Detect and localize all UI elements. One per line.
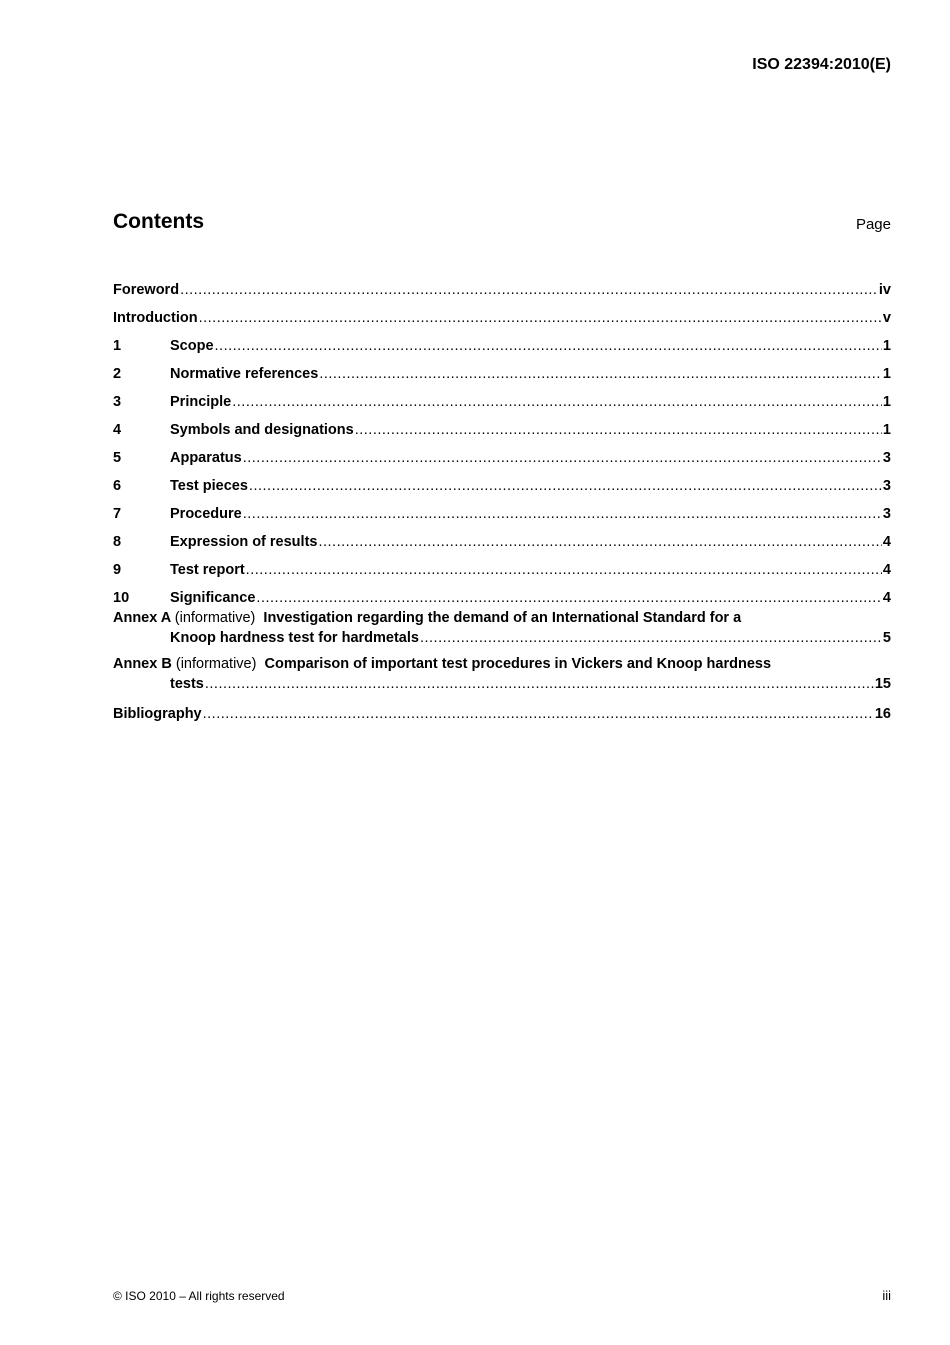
toc-entry-principle[interactable]: [113, 382, 891, 410]
leader-dots: [215, 338, 882, 354]
annex-title-line1: Comparison of important test procedures in Vickers and Knoop hardness: [264, 656, 772, 672]
leader-dots: [243, 506, 882, 522]
leader-dots: [232, 394, 882, 410]
leader-dots: [246, 562, 882, 578]
toc-entry-symbols-and-designations[interactable]: [113, 410, 891, 438]
toc-entry-title: Expression of results: [170, 534, 318, 550]
annex-type: (informative): [175, 656, 257, 672]
toc-entry-page: 1: [882, 394, 891, 410]
toc-entry-test-report[interactable]: [113, 550, 891, 578]
toc-entry-scope[interactable]: [113, 326, 891, 354]
toc-entry-page: 4: [882, 534, 891, 550]
toc-entry-annex-a[interactable]: [113, 610, 891, 646]
toc-entry-number: 2: [113, 366, 122, 382]
annex-label: Annex B: [113, 656, 172, 672]
leader-dots: [318, 534, 881, 550]
toc-entry-bibliography[interactable]: [113, 694, 891, 722]
toc-entry-page: 16: [874, 706, 891, 722]
document-id: ISO 22394:2010(E): [752, 56, 891, 73]
page-number: iii: [882, 1288, 891, 1303]
toc-entry-number: 7: [113, 506, 122, 522]
toc-entry-title: Principle: [170, 394, 232, 410]
leader-dots: [205, 676, 874, 692]
table-of-contents: [113, 270, 891, 722]
contents-heading: Contents: [113, 210, 204, 233]
toc-entry-title: Procedure: [170, 506, 242, 522]
toc-entry-title: Apparatus: [170, 450, 242, 466]
page-column-label: Page: [855, 216, 891, 233]
toc-entry-title: Test pieces: [170, 478, 248, 494]
toc-entry-title: Bibliography: [113, 706, 202, 722]
toc-entry-number: 10: [113, 590, 130, 606]
toc-entry-title: Scope: [170, 338, 214, 354]
toc-entry-page: v: [882, 310, 891, 326]
annex-title-line1: Investigation regarding the demand of an International Standard for a: [263, 610, 742, 626]
toc-entry-title: Foreword: [113, 282, 180, 298]
leader-dots: [355, 422, 882, 438]
toc-entry-apparatus[interactable]: [113, 438, 891, 466]
toc-entry-expression-of-results[interactable]: [113, 522, 891, 550]
annex-type: (informative): [174, 610, 256, 626]
toc-entry-significance[interactable]: [113, 578, 891, 606]
toc-entry-number: 6: [113, 478, 122, 494]
toc-entry-annex-b[interactable]: [113, 656, 891, 692]
copyright-notice: © ISO 2010 – All rights reserved: [113, 1289, 285, 1303]
toc-entry-number: 5: [113, 450, 122, 466]
toc-entry-number: 3: [113, 394, 122, 410]
leader-dots: [243, 450, 882, 466]
leader-dots: [180, 282, 878, 298]
toc-entry-title: Symbols and designations: [170, 422, 354, 438]
toc-entry-page: 3: [882, 450, 891, 466]
annex-label: Annex A: [113, 610, 171, 626]
leader-dots: [203, 706, 874, 722]
toc-entry-page: 4: [882, 590, 891, 606]
toc-entry-title: Introduction: [113, 310, 198, 326]
leader-dots: [249, 478, 882, 494]
toc-entry-page: 3: [882, 506, 891, 522]
toc-entry-title: Normative references: [170, 366, 319, 382]
toc-entry-procedure[interactable]: [113, 494, 891, 522]
toc-entry-introduction[interactable]: [113, 298, 891, 326]
toc-entry-page: 1: [882, 366, 891, 382]
toc-entry-title: Significance: [170, 590, 256, 606]
toc-entry-number: 8: [113, 534, 122, 550]
toc-entry-page: 3: [882, 478, 891, 494]
leader-dots: [256, 590, 882, 606]
toc-entry-page: 5: [882, 630, 891, 646]
toc-entry-page: 1: [882, 422, 891, 438]
leader-dots: [199, 310, 882, 326]
annex-title-line2: tests: [170, 676, 204, 692]
annex-title-line2: Knoop hardness test for hardmetals: [170, 630, 419, 646]
toc-entry-page: 15: [874, 676, 891, 692]
toc-entry-number: 1: [113, 338, 122, 354]
toc-entry-page: 4: [882, 562, 891, 578]
toc-entry-page: iv: [878, 282, 891, 298]
leader-dots: [420, 630, 882, 646]
toc-entry-number: 4: [113, 422, 122, 438]
toc-entry-test-pieces[interactable]: [113, 466, 891, 494]
leader-dots: [319, 366, 882, 382]
toc-entry-normative-references[interactable]: [113, 354, 891, 382]
toc-entry-foreword[interactable]: [113, 270, 891, 298]
toc-entry-number: 9: [113, 562, 122, 578]
toc-entry-title: Test report: [170, 562, 245, 578]
toc-entry-page: 1: [882, 338, 891, 354]
